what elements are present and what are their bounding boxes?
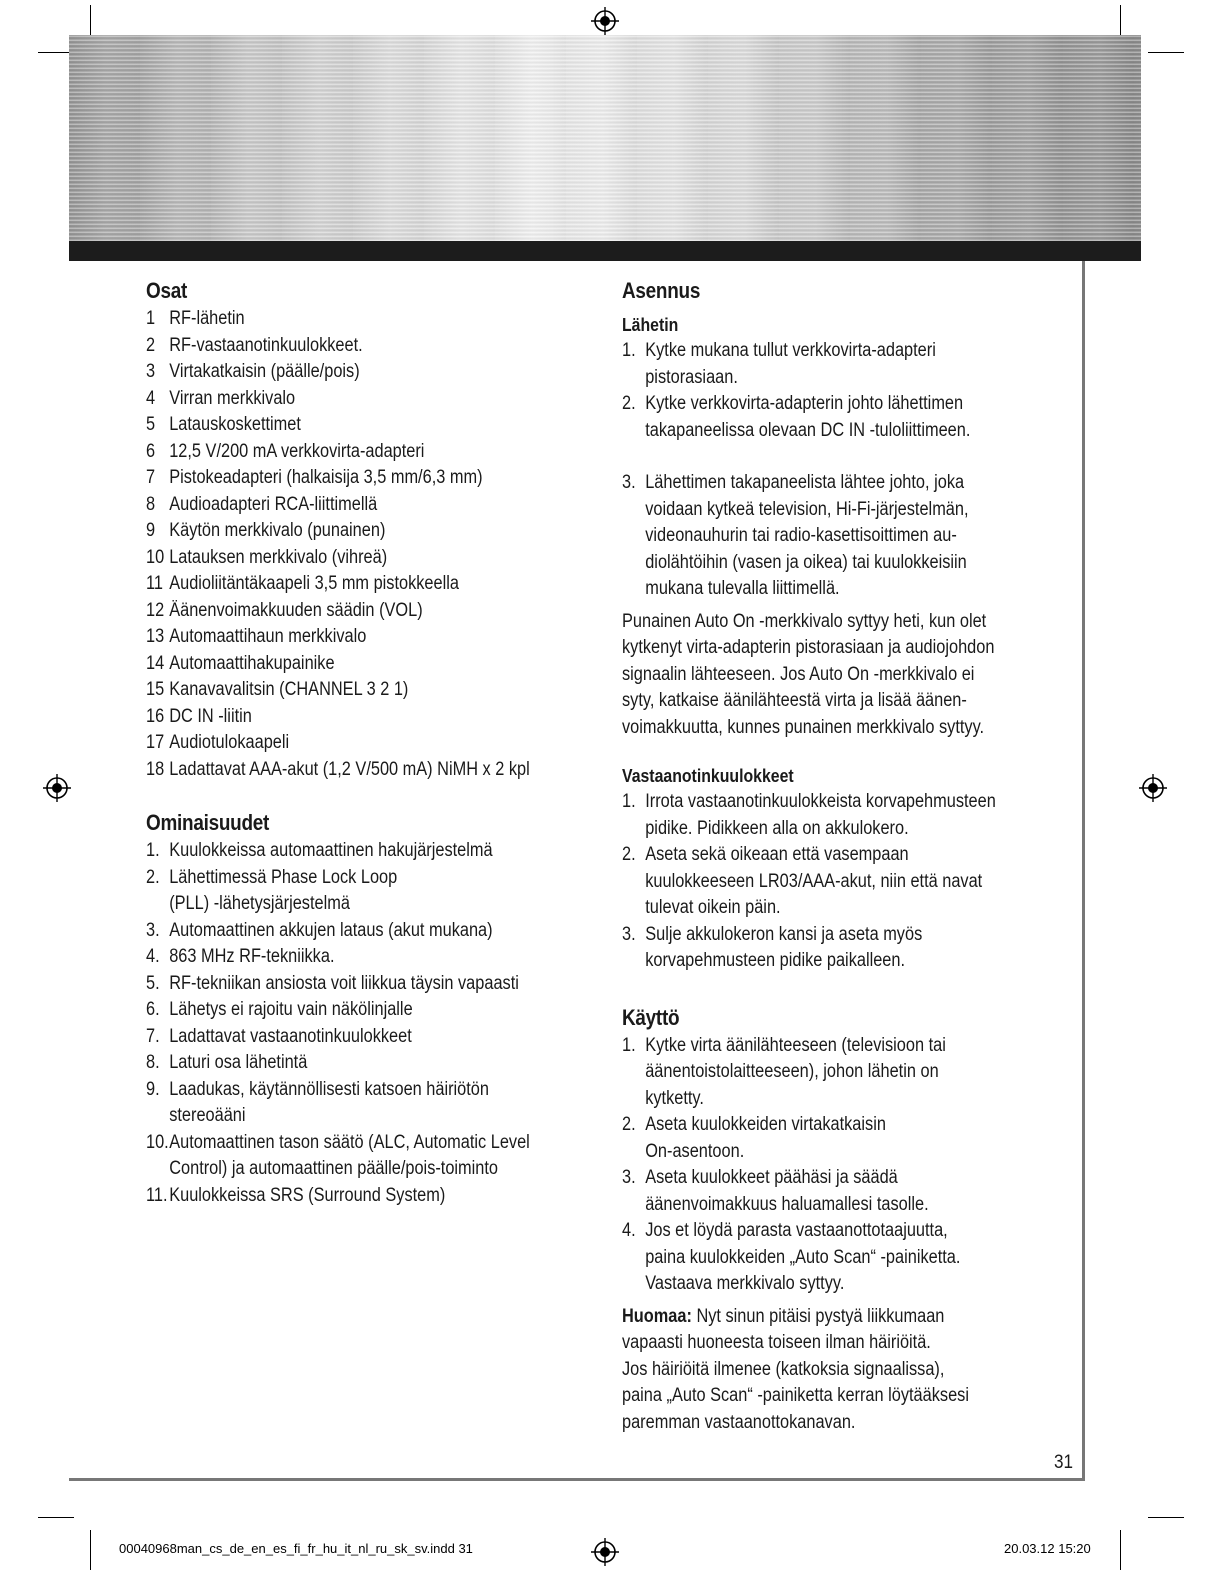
list-item	[146, 1077, 533, 1104]
subsection-title-lahetin: Lähetin	[622, 315, 679, 335]
list-item	[622, 1218, 1009, 1245]
list-item-text: Kytke verkkovirta-adapterin johto lähettimen	[645, 393, 964, 414]
list-item-text: Ladattavat vastaanotinkuulokkeet	[169, 1025, 412, 1047]
list-item-text: Irrota vastaanotinkuulokkeista korvapehmusteen	[645, 791, 996, 812]
list-item-number: 12	[146, 599, 165, 621]
list-item-continuation	[146, 1103, 533, 1130]
list-item-number	[622, 523, 645, 550]
list-item	[146, 624, 533, 651]
list-item-text: 863 MHz RF-tekniikka.	[169, 946, 335, 967]
list-item-text: mukana tulevalla liittimellä.	[645, 578, 840, 599]
list-item-number: 7.	[146, 1025, 160, 1047]
right-column	[622, 276, 1072, 1436]
list-item-number	[622, 1192, 645, 1219]
list-item	[146, 545, 533, 572]
list-item-text: Automaattihakupainike	[169, 652, 335, 674]
page-number: 31	[1054, 1452, 1074, 1473]
list-item-number	[146, 1103, 169, 1130]
list-item-continuation	[622, 816, 1009, 843]
list-item-continuation	[146, 1156, 533, 1183]
list-item-number: 2.	[622, 1114, 636, 1135]
list-item	[146, 651, 533, 678]
list-item-number: 3.	[622, 1167, 636, 1188]
list-item	[146, 465, 533, 492]
list-item-number: 9	[146, 520, 156, 541]
list-item	[146, 971, 533, 998]
registration-mark-icon	[1139, 774, 1167, 802]
list-item-number: 13	[146, 626, 165, 647]
list-item-number: 2.	[146, 866, 160, 888]
list-item	[146, 757, 533, 784]
list-item-text: diolähtöihin (vasen ja oikea) tai kuulokkeisiin	[645, 551, 967, 573]
list-item-number	[622, 418, 645, 445]
list-item	[622, 789, 1009, 816]
list-item	[146, 333, 533, 360]
list-item	[146, 1050, 533, 1077]
list-item-number: 5	[146, 414, 156, 435]
lahetin-paragraph	[622, 609, 1072, 742]
list-item-number: 3.	[622, 472, 636, 493]
list-item-text: Control) ja automaattinen päälle/pois-toiminto	[169, 1158, 499, 1179]
slug-file: 00040968man_cs_de_en_es_fi_fr_hu_it_nl_ru_sk_sv.indd 31	[119, 1541, 473, 1556]
list-item-text: Kytke virta äänilähteeseen (televisioon tai	[645, 1034, 946, 1056]
list-item-number: 15	[146, 679, 165, 700]
list-item-number: 9.	[146, 1078, 160, 1100]
list-item-number	[622, 1059, 645, 1086]
list-item-text: Aseta kuulokkeet päähäsi ja säädä	[645, 1167, 898, 1188]
list-item	[146, 1183, 533, 1210]
page-frame-bottom	[69, 1478, 1085, 1481]
list-item-text: kytketty.	[645, 1087, 704, 1109]
list-item-number: 1.	[622, 1034, 636, 1056]
registration-mark-icon	[591, 1538, 619, 1566]
list-item-continuation	[622, 550, 1009, 577]
list-item	[146, 730, 533, 757]
list-item	[146, 598, 533, 625]
list-item-text: Automaattihaun merkkivalo	[169, 626, 367, 647]
note-line: paremman vastaanottokanavan.	[622, 1411, 856, 1433]
list-item	[146, 704, 533, 731]
list-item-number	[622, 550, 645, 577]
header-banner	[69, 35, 1141, 241]
list-item-text: Sulje akkulokeron kansi ja aseta myös	[645, 923, 923, 945]
list-item-number: 1.	[622, 791, 636, 812]
list-item-number	[622, 869, 645, 896]
list-item-text: Laturi osa lähetintä	[169, 1052, 308, 1073]
subsection-title-vastaanotin: Vastaanotinkuulokkeet	[622, 766, 794, 786]
list-item-number	[146, 1156, 169, 1183]
list-item-number: 10	[146, 546, 165, 568]
list-item-continuation	[622, 869, 1009, 896]
list-item-number: 16	[146, 705, 165, 727]
list-item-number: 14	[146, 652, 165, 674]
list-item-number: 2.	[622, 844, 636, 865]
paragraph-line: signaalin lähteeseen. Jos Auto On -merkkivalo ei	[622, 663, 975, 685]
list-item	[146, 306, 533, 333]
list-item-number: 17	[146, 732, 165, 753]
list-item	[146, 918, 533, 945]
registration-mark-icon	[43, 774, 71, 802]
list-item-text: Jos et löydä parasta vastaanottotaajuutta,	[645, 1220, 948, 1241]
list-item-number: 18	[146, 758, 165, 780]
list-item-text: Aseta sekä oikeaan että vasempaan	[645, 844, 909, 865]
list-item-continuation	[622, 497, 1009, 524]
osat-list	[146, 306, 596, 783]
section-title-asennus: Asennus	[622, 278, 701, 303]
list-item-text: videonauhurin tai radio-kasettisoittimen au-	[645, 525, 957, 546]
list-item	[146, 865, 533, 892]
list-item-text: Kanavavalitsin (CHANNEL 3 2 1)	[169, 679, 409, 700]
crop-mark	[90, 1530, 91, 1570]
list-item-text: pistorasiaan.	[645, 366, 738, 388]
list-item-number: 6	[146, 440, 156, 462]
list-item-text: Automaattinen tason säätö (ALC, Automatic Level	[169, 1131, 530, 1153]
crop-mark	[1120, 1530, 1121, 1570]
section-title-kaytto: Käyttö	[622, 1004, 680, 1030]
list-item	[146, 439, 533, 466]
note-line: vapaasti huoneesta toiseen ilman häiriöitä.	[622, 1332, 931, 1353]
slug-date: 20.03.12 15:20	[1004, 1541, 1091, 1556]
list-item	[146, 412, 533, 439]
list-item-number	[622, 1139, 645, 1166]
list-item-text: voidaan kytkeä television, Hi-Fi-järjestelmän,	[645, 498, 969, 520]
list-item-text: tulevat oikein päin.	[645, 897, 781, 918]
list-item-number	[622, 948, 645, 975]
paragraph-line: voimakkuutta, kunnes punainen merkkivalo syttyy.	[622, 716, 985, 738]
list-item-text: Automaattinen akkujen lataus (akut mukana)	[169, 919, 493, 941]
list-item-number: 4.	[146, 946, 160, 967]
list-item	[146, 1130, 533, 1157]
list-item-number: 2.	[622, 393, 636, 414]
crop-mark	[1148, 1517, 1184, 1518]
list-item-text: Käytön merkkivalo (punainen)	[169, 520, 386, 541]
crop-mark	[1148, 52, 1184, 53]
list-item-continuation	[622, 895, 1009, 922]
list-item-continuation	[622, 1059, 1009, 1086]
list-item	[146, 518, 533, 545]
list-item	[622, 1112, 1009, 1139]
list-item-number	[622, 576, 645, 603]
list-item-continuation	[622, 365, 1009, 392]
list-item-text: Aseta kuulokkeiden virtakatkaisin	[645, 1114, 886, 1135]
list-item-number: 11	[146, 573, 163, 594]
list-item-text: pidike. Pidikkeen alla on akkulokero.	[645, 817, 909, 839]
list-item-text: Virran merkkivalo	[169, 387, 296, 409]
list-item	[146, 571, 533, 598]
note-line: Jos häiriöitä ilmenee (katkoksia signaalissa),	[622, 1358, 945, 1380]
list-item-continuation	[622, 576, 1009, 603]
list-item-number: 3.	[622, 923, 636, 945]
list-item-text: paina kuulokkeiden „Auto Scan“ -painiketta.	[645, 1246, 961, 1268]
list-item-text: Vastaava merkkivalo syttyy.	[645, 1273, 845, 1294]
paragraph-line: syty, katkaise äänilähteestä virta ja lisää äänen-	[622, 690, 967, 711]
list-item	[622, 338, 1009, 365]
list-item-number	[622, 497, 645, 524]
list-item	[622, 922, 1009, 949]
list-item-text: Virtakatkaisin (päälle/pois)	[169, 361, 360, 382]
list-item-text: DC IN -liitin	[169, 705, 252, 727]
list-item-text: Audioliitäntäkaapeli 3,5 mm pistokkeella	[169, 573, 459, 594]
list-item	[146, 944, 533, 971]
registration-mark-icon	[591, 7, 619, 35]
page-frame-right	[1082, 261, 1085, 1480]
section-title-osat: Osat	[146, 278, 188, 303]
list-item-continuation	[622, 418, 1009, 445]
list-item-text: On-asentoon.	[645, 1140, 745, 1162]
list-item	[622, 470, 1009, 497]
list-item-number: 8.	[146, 1052, 160, 1073]
list-item-text: Kuulokkeissa SRS (Surround System)	[169, 1184, 446, 1206]
list-item-number: 6.	[146, 999, 160, 1020]
list-item-continuation	[622, 1192, 1009, 1219]
list-item-continuation	[622, 948, 1009, 975]
list-item-number: 11.	[146, 1184, 168, 1206]
list-item-text: RF-vastaanotinkuulokkeet.	[169, 334, 363, 356]
list-item	[146, 386, 533, 413]
list-item-text: 12,5 V/200 mA verkkovirta-adapteri	[169, 440, 425, 462]
list-item-text: äänentoistolaitteeseen), johon lähetin on	[645, 1061, 939, 1082]
list-item-continuation	[622, 1086, 1009, 1113]
paragraph-line: kytkenyt virta-adapterin pistorasiaan ja audiojohdon	[622, 637, 995, 658]
paragraph-line: Punainen Auto On -merkkivalo syttyy heti, kun olet	[622, 610, 987, 632]
list-item-number: 1	[146, 308, 156, 329]
list-item-text: Lähettimen takapaneelista lähtee johto, joka	[645, 472, 965, 493]
list-item-text: kuulokkeeseen LR03/AAA-akut, niin että navat	[645, 870, 983, 892]
list-item	[146, 838, 533, 865]
list-item-continuation	[622, 1139, 1009, 1166]
list-item-number	[622, 1271, 645, 1298]
list-item-number	[146, 891, 169, 918]
list-item	[146, 492, 533, 519]
note-line: paina „Auto Scan“ -painiketta kerran löytääksesi	[622, 1385, 969, 1406]
list-item-text: Latauksen merkkivalo (vihreä)	[169, 546, 388, 568]
vastaanotin-list	[622, 789, 1072, 975]
left-column	[146, 276, 596, 1209]
list-item	[146, 359, 533, 386]
list-item-text: RF-lähetin	[169, 308, 245, 329]
list-item-continuation	[146, 891, 533, 918]
note-label: Huomaa:	[622, 1305, 692, 1327]
list-item-text: Laadukas, käytännöllisesti katsoen häiriötön	[169, 1078, 489, 1100]
list-item-number	[622, 895, 645, 922]
list-item-number	[622, 1245, 645, 1272]
crop-mark	[38, 1517, 74, 1518]
list-item	[622, 391, 1009, 418]
list-item-number: 10.	[146, 1131, 169, 1153]
list-item	[146, 1024, 533, 1051]
list-item-text: Ladattavat AAA-akut (1,2 V/500 mA) NiMH x 2 kpl	[169, 758, 530, 780]
list-item	[622, 1165, 1009, 1192]
list-item-text: Äänenvoimakkuuden säädin (VOL)	[169, 599, 423, 621]
list-item-text: Lähettimessä Phase Lock Loop	[169, 866, 398, 888]
list-item-number: 1.	[146, 840, 160, 861]
lahetin-list	[622, 338, 1072, 444]
list-item-number: 4	[146, 387, 156, 409]
list-item-continuation	[622, 1271, 1009, 1298]
list-item-text: korvapehmusteen pidike paikalleen.	[645, 950, 906, 971]
list-item-continuation	[622, 1245, 1009, 1272]
list-item-number: 1.	[622, 340, 636, 361]
list-item-number: 4.	[622, 1220, 636, 1241]
list-item-number: 7	[146, 467, 156, 488]
note-first-line: Nyt sinun pitäisi pystyä liikkumaan	[691, 1305, 945, 1327]
list-item-text: Audioadapteri RCA-liittimellä	[169, 493, 378, 515]
header-bar	[69, 241, 1141, 261]
ominaisuudet-list	[146, 838, 596, 1209]
list-item-continuation	[622, 523, 1009, 550]
section-title-ominaisuudet: Ominaisuudet	[146, 810, 270, 835]
list-item-text: takapaneelissa olevaan DC IN -tuloliittimeen.	[645, 419, 971, 441]
list-item-text: Lähetys ei rajoitu vain näkölinjalle	[169, 999, 413, 1020]
list-item-text: Pistokeadapteri (halkaisija 3,5 mm/6,3 mm)	[169, 467, 483, 488]
list-item	[146, 997, 533, 1024]
list-item-text: Latauskoskettimet	[169, 414, 301, 435]
list-item-number: 3.	[146, 919, 160, 941]
lahetin-list-continued	[622, 470, 1072, 603]
list-item-number: 5.	[146, 972, 160, 994]
list-item-text: (PLL) -lähetysjärjestelmä	[169, 893, 350, 914]
list-item-number	[622, 1086, 645, 1113]
list-item-number: 8	[146, 493, 156, 515]
list-item-text: RF-tekniikan ansiosta voit liikkua täysin vapaasti	[169, 972, 519, 994]
kaytto-list	[622, 1033, 1072, 1298]
list-item-text: Kuulokkeissa automaattinen hakujärjestelmä	[169, 840, 493, 861]
list-item-text: Kytke mukana tullut verkkovirta-adapteri	[645, 340, 936, 361]
list-item-text: Audiotulokaapeli	[169, 732, 290, 753]
list-item-number: 2	[146, 334, 156, 356]
list-item-text: stereoääni	[169, 1105, 246, 1126]
list-item-number	[622, 365, 645, 392]
list-item-number	[622, 816, 645, 843]
list-item	[622, 1033, 1009, 1060]
kaytto-note	[622, 1304, 1072, 1437]
list-item	[146, 677, 533, 704]
list-item-text: äänenvoimakkuus haluamallesi tasolle.	[645, 1193, 929, 1215]
list-item-number: 3	[146, 361, 156, 382]
list-item	[622, 842, 1009, 869]
